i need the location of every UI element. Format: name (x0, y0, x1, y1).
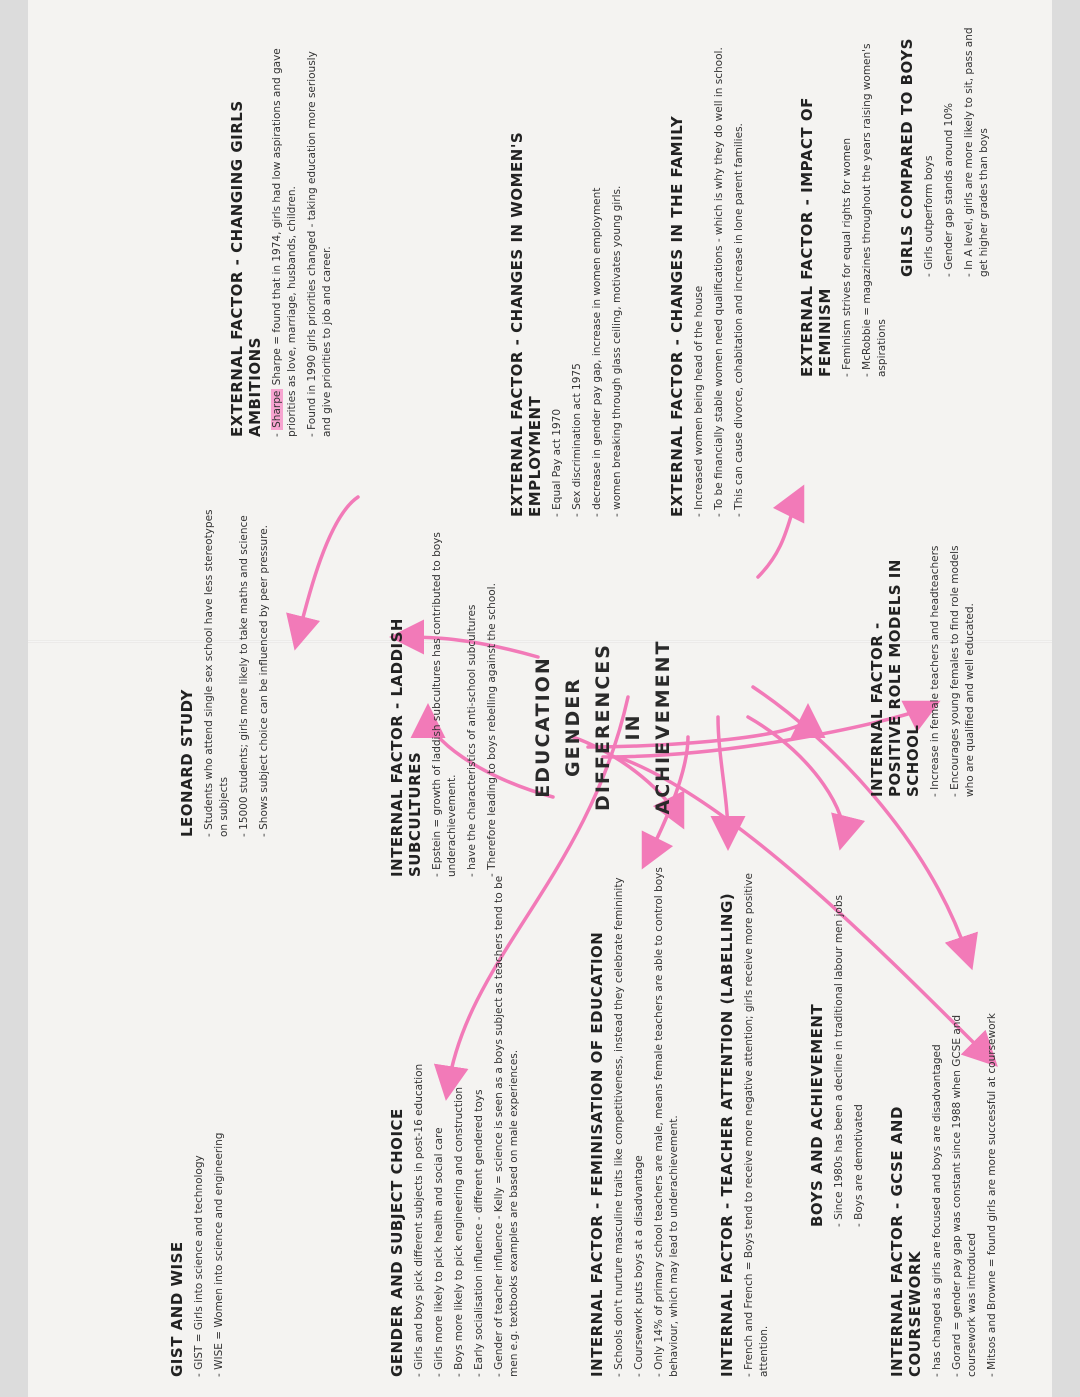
list-item: - Shows subject choice can be influenced by peer pressure. (257, 497, 272, 837)
list-item: - McRobbie = magazines throughout the years raising women's aspirations (860, 37, 890, 377)
list-item: - Increased women being head of the house (692, 47, 707, 517)
section-gcse (888, 997, 1005, 1377)
list-item: - Feminism strives for equal rights for women (840, 37, 855, 377)
list-item: - In A level, girls are more likely to sit, pass and get higher grades than boys (962, 17, 992, 277)
list-item: - French and French = Boys tend to receive more negative attention; girls receive more positive attention. (742, 857, 772, 1377)
list-item: - This can cause divorce, cohabitation and increase in lone parent families. (732, 47, 747, 517)
section-gist-wise (168, 877, 232, 1377)
list-item: - To be financially stable women need qualifications - which is why they do well in school. (712, 47, 727, 517)
list-item: - Boys are demotivated (852, 867, 867, 1227)
list-item: - Gender gap stands around 10% (942, 17, 957, 277)
central-topic-line: DIFFERENCES (592, 643, 614, 811)
section-feminism (798, 37, 895, 377)
list-item: - Mitsos and Browne = found girls are more successful at coursework (985, 997, 1000, 1377)
section-title: EXTERNAL FACTOR - CHANGES IN THE FAMILY (668, 115, 686, 517)
list-item: - has changed as girls are focused and boys are disadvantaged (930, 997, 945, 1377)
paper-sheet (28, 0, 1052, 1397)
mind-map (28, 0, 1052, 1397)
arrow-to-role-models (758, 497, 798, 577)
section-title: EXTERNAL FACTOR - CHANGES IN WOMEN'S EMPLOYMENT (508, 131, 544, 517)
list-item: - Coursework puts boys at a disadvantage (632, 867, 647, 1377)
item-text: Sharpe = found that in 1974, girls had low aspirations and gave priorities as love, marriage, husbands, children. (271, 48, 298, 437)
section-subject-choice (388, 867, 527, 1377)
section-title: LEONARD STUDY (178, 689, 196, 837)
list-item: - Since 1980s has been a decline in traditional labour men jobs (832, 867, 847, 1227)
list-item: - 15000 students; girls more likely to take maths and science (237, 497, 252, 837)
central-topic-line: GENDER (562, 677, 584, 777)
list-item: - Epstein = growth of laddish subcultures has contributed to boys underachievement. (430, 517, 460, 877)
list-item: - Students who attend single sex school have less stereotypes on subjects (202, 497, 232, 837)
list-item: - Girls outperform boys (922, 17, 937, 277)
section-title: EXTERNAL FACTOR - CHANGING GIRLS AMBITIONS (228, 100, 264, 437)
list-item: - decrease in gender pay gap, increase in women employment (590, 37, 605, 517)
central-topic-line: EDUCATION (532, 656, 554, 798)
list-item: - Girls and boys pick different subjects in post-16 education (412, 867, 427, 1377)
section-title: GIST AND WISE (168, 1241, 186, 1377)
list-item: - Gorard = gender pay gap was constant since 1988 when GCSE and coursework was introduced (950, 997, 980, 1377)
list-item: - Therefore leading to boys rebelling against the school. (485, 517, 500, 877)
section-title: EXTERNAL FACTOR - IMPACT OF FEMINISM (798, 97, 834, 377)
central-topic-line: ACHIEVEMENT (652, 639, 674, 815)
section-title: INTERNAL FACTOR - LADDISH SUBCULTURES (388, 618, 424, 877)
list-item: - Increase in female teachers and headteachers (928, 537, 943, 797)
central-topic-line: IN (622, 713, 644, 741)
arrow-to-leonard (298, 497, 358, 637)
list-item: - Equal Pay act 1970 (550, 37, 565, 517)
key-term: Sharpe (271, 390, 283, 428)
list-item: - Gender of teacher influence - Kelly = science is seen as a boys subject as teachers tend to be men e.g. textbooks examples are based on male experiences. (492, 867, 522, 1377)
section-ambitions (228, 37, 340, 437)
section-feminisation (588, 867, 687, 1377)
section-role-models (868, 537, 983, 797)
list-item: - Only 14% of primary school teachers are male, means female teachers are able to control boys behaviour, which may lead to underachievement. (652, 867, 682, 1377)
list-item: - Girls more likely to pick health and social care (432, 867, 447, 1377)
list-item: - GIST = Girls into science and technology (192, 877, 207, 1377)
list-item: - Encourages young females to find role models who are qualified and well educated. (948, 537, 978, 797)
section-family (668, 47, 752, 517)
section-laddish (388, 517, 505, 877)
section-title: INTERNAL FACTOR - POSITIVE ROLE MODELS IN SCHOOL (868, 559, 922, 797)
section-title: GENDER AND SUBJECT CHOICE (388, 1108, 406, 1377)
section-title: GIRLS COMPARED TO BOYS (898, 38, 916, 277)
section-girls-compared (898, 17, 997, 277)
list-item: - WISE = Women into science and engineering (212, 877, 227, 1377)
list-item: - have the characteristics of anti-school subcultures (465, 517, 480, 877)
central-topic (528, 617, 678, 837)
section-title: INTERNAL FACTOR - TEACHER ATTENTION (LABELLING) (718, 892, 736, 1377)
list-item: - Found in 1990 girls priorities changed - taking education more seriously and give priorities to job and career. (305, 37, 335, 437)
list-item: - Boys more likely to pick engineering and construction (452, 867, 467, 1377)
list-item: - Schools don't nurture masculine traits like competitiveness, instead they celebrate femininity (612, 867, 627, 1377)
section-employment (508, 37, 630, 517)
list-item: - Sex discrimination act 1975 (570, 37, 585, 517)
arrow-to-teacher-attention (718, 717, 728, 837)
section-title: BOYS AND ACHIEVEMENT (808, 1003, 826, 1227)
list-item: - women breaking through glass ceiling, motivates young girls. (610, 37, 625, 517)
section-title: INTERNAL FACTOR - GCSE AND COURSEWORK (888, 1106, 924, 1377)
list-item (270, 37, 300, 437)
section-teacher-attention (718, 857, 777, 1377)
list-item: - Early socialisation influence - different gendered toys (472, 867, 487, 1377)
section-leonard (178, 497, 277, 837)
section-boys-achievement (808, 867, 872, 1227)
section-title: INTERNAL FACTOR - FEMINISATION OF EDUCATION (588, 931, 606, 1377)
